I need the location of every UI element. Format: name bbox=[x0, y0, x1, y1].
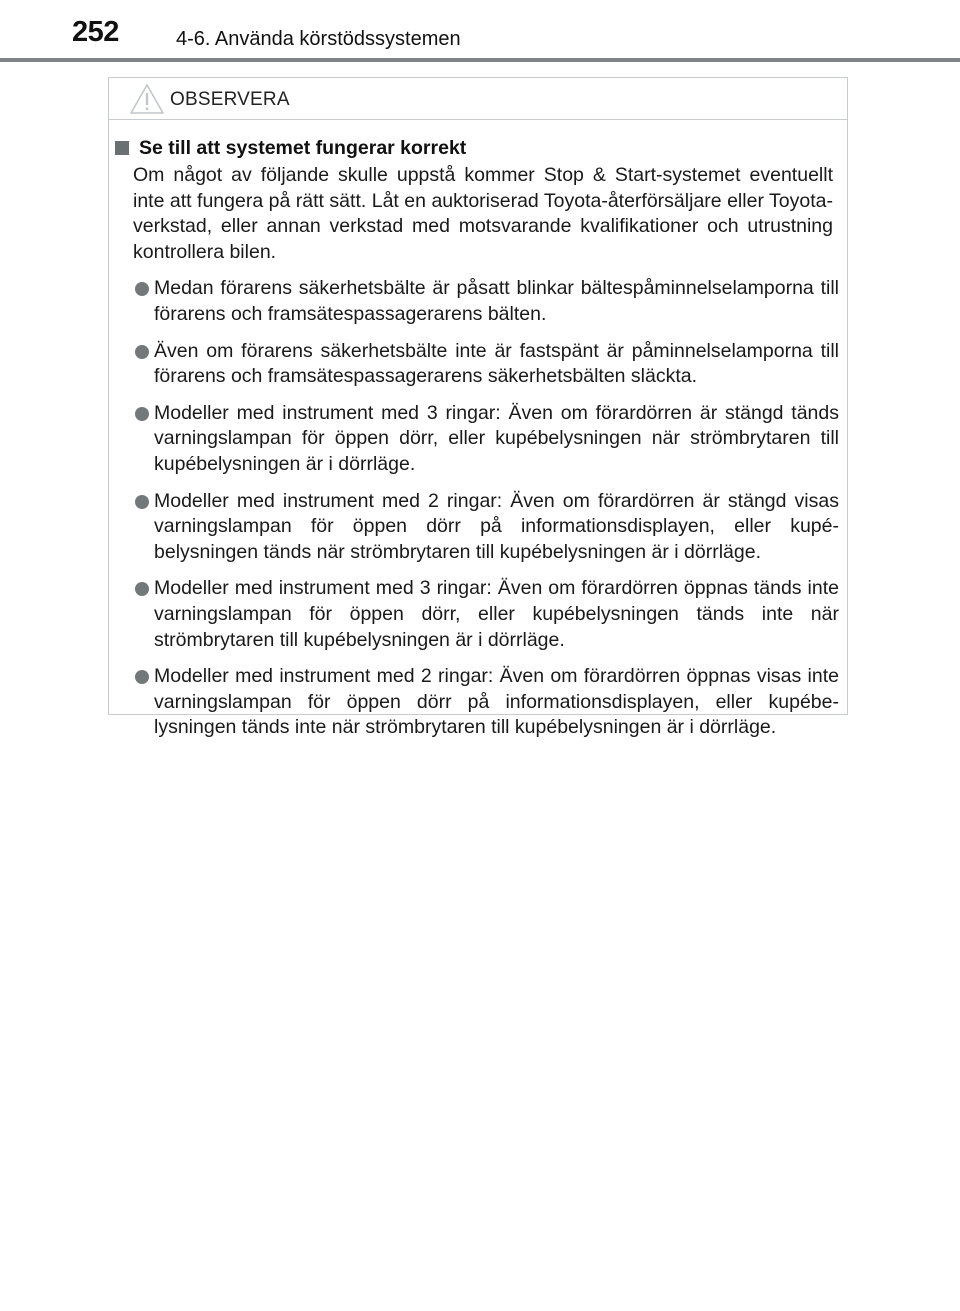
section-heading-text: Se till att systemet fungerar korrekt bbox=[139, 137, 467, 159]
caution-header bbox=[109, 78, 847, 120]
section-heading bbox=[109, 136, 847, 161]
section-title: 4-6. Använda körstödssystemen bbox=[176, 28, 461, 50]
header-divider bbox=[0, 58, 960, 62]
list-item bbox=[109, 664, 847, 741]
list-item bbox=[109, 489, 847, 566]
list-item-text: Modeller med instrument med 3 ringar: Även om förardörren är stängd tänds varningslampan för öppen dörr, eller kupébelysningen när strömbrytaren till kupébelysningen är i dörrläge. bbox=[154, 401, 839, 475]
round-bullet-icon bbox=[135, 282, 149, 296]
round-bullet-icon bbox=[135, 407, 149, 421]
list-item-text: Medan förarens säkerhetsbälte är påsatt blinkar bältespåminnelselamporna till förarens och framsätespassagerarens bälten. bbox=[154, 277, 839, 325]
list-item-text: Modeller med instrument med 2 ringar: Även om förardörren öppnas visas inte varningslampan för öppen dörr på informationsdisplayen, eller kupébe-lysningen tänds inte när strömbrytaren till kupébelysningen är i dörrläge. bbox=[154, 665, 839, 739]
round-bullet-icon bbox=[135, 345, 149, 359]
caution-label: OBSERVERA bbox=[170, 89, 290, 110]
list-item bbox=[109, 401, 847, 478]
caution-box bbox=[108, 77, 848, 739]
list-item-text: Modeller med instrument med 2 ringar: Även om förardörren är stängd visas varningslampan för öppen dörr på informationsdisplayen, eller kupé-belysningen tänds när strömbrytaren till kupébelysningen är i dörrläge. bbox=[154, 489, 839, 563]
square-bullet-icon bbox=[115, 141, 129, 155]
round-bullet-icon bbox=[135, 495, 149, 509]
page-number: 252 bbox=[72, 16, 119, 48]
round-bullet-icon bbox=[135, 670, 149, 684]
condition-list bbox=[109, 276, 847, 741]
round-bullet-icon bbox=[135, 582, 149, 596]
list-item-text: Modeller med instrument med 3 ringar: Även om förardörren öppnas tänds inte varningslampan för öppen dörr, eller kupébelysningen tänds inte när strömbrytaren till kupébelysningen är i dörrläge. bbox=[154, 577, 839, 651]
intro-paragraph: Om något av följande skulle uppstå kommer Stop & Start-systemet eventuellt inte att fungera på rätt sätt. Låt en auktoriserad Toyota-återförsäljare eller Toyota-verkstad, eller annan verkstad med motsvarande kvalifikationer och utrustning kontrollera bilen. bbox=[133, 164, 833, 263]
list-item-text: Även om förarens säkerhetsbälte inte är fastspänt är påminnelselamporna till förarens och framsätespassagerarens säkerhetsbälten släckta. bbox=[154, 339, 839, 388]
list-item bbox=[109, 276, 847, 327]
page-header bbox=[0, 0, 960, 62]
caution-body bbox=[109, 136, 847, 741]
list-item bbox=[109, 576, 847, 653]
list-item bbox=[109, 339, 847, 390]
warning-triangle-icon bbox=[129, 83, 165, 115]
